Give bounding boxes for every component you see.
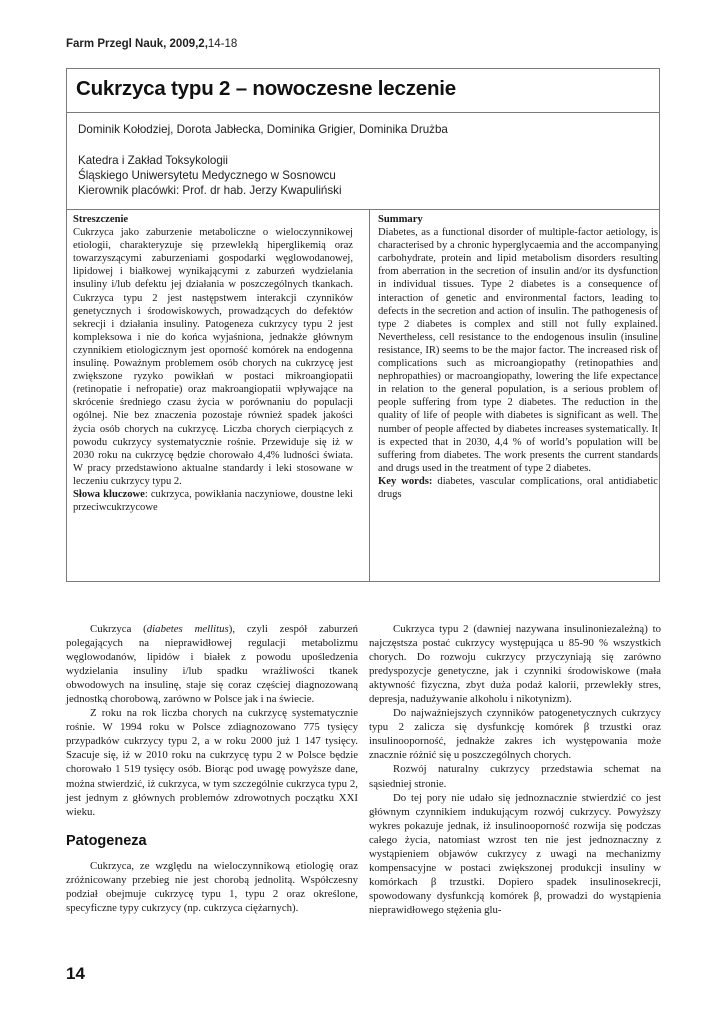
keywords-label: Key words: xyxy=(378,475,433,487)
keywords: : cukrzyca, powikłania naczyniowe, doustne leki przeciwcukrzycowe xyxy=(73,488,353,514)
affiliation-line: Śląskiego Uniwersytetu Medycznego w Sosnowcu xyxy=(78,169,336,182)
keywords: diabetes, vascular complications, oral antidiabetic drugs xyxy=(378,475,658,500)
body-column-right xyxy=(369,622,661,917)
body-paragraph: Cukrzyca, ze względu na wieloczynnikową etiologię oraz zróżnicowany przebieg nie jest chorobą jednolitą. Współczesny podział obejmuje cukrzycę typu 1, typu 2 oraz określone, specyficzne typy cukrzycy (np. cukrzyca ciężarnych). xyxy=(66,859,358,914)
page-number: 14 xyxy=(66,964,85,983)
abstract-heading: Streszczenie xyxy=(73,214,129,225)
abstract-polish xyxy=(73,213,353,514)
body-paragraph: Z roku na rok liczba chorych na cukrzycę systematycznie rośnie. W 1994 roku w Polsce zdiagnozowano 775 tysięcy przypadków cukrzycy typu 2, a w roku 2000 już 1 147 tysięcy. Szacuje się, iż w 2010 roku na cukrzycę typu 2 w Polsce będzie chorowało 1 519 tysięcy osób. Biorąc pod uwagę powyższe dane, można stwierdzić, iż cukrzyca, w tym szczególnie cukrzyca typu 2, jest jednym z głównych problemów zdrowotnych początku XXI wieku. xyxy=(66,707,358,818)
abstract-rule xyxy=(67,209,659,210)
body-paragraph: Do najważniejszych czynników patogenetycznych cukrzycy typu 2 zalicza się dysfunkcję komórek β trzustki oraz insulinooporność, jednakże zakres ich występowania może znacznie różnić się u poszczególnych chorych. xyxy=(369,707,661,762)
page-range: 14-18 xyxy=(207,38,238,50)
running-head xyxy=(66,38,237,50)
body-paragraph: Rozwój naturalny cukrzycy przedstawia schemat na sąsiedniej stronie. xyxy=(369,763,661,790)
body-column-left xyxy=(66,622,358,915)
affiliation-line: Kierownik placówki: Prof. dr hab. Jerzy Kwapuliński xyxy=(78,184,342,197)
title-bar xyxy=(67,69,659,113)
section-heading: Patogeneza xyxy=(66,832,147,849)
text-run: Cukrzyca ( xyxy=(90,623,147,635)
article-title: Cukrzyca typu 2 – nowoczesne leczenie xyxy=(76,77,456,100)
abstract-divider xyxy=(369,209,370,581)
body-paragraph: Do tej pory nie udało się jednoznacznie stwierdzić co jest głównym czynnikiem indukującym rozwój cukrzycy. Powyższy wykres pokazuje jednak, iż insulinooporność rozwija się podczas całego życia, natomiast wzrost ten nie jest jednoznaczny z wystąpieniem objawów cukrzycy z uwagi na mechanizmy kompensacyjne w postaci zwiększonej produkcji insuliny w komórkach β trzustki. Dopiero spadek insulinosekrecji, spowodowany dysfunkcją komórek β, prowadzi do wystąpienia nieprawidłowego stężenia glu- xyxy=(369,791,661,916)
affiliation xyxy=(78,153,342,198)
abstract-english xyxy=(378,213,658,501)
body-paragraph xyxy=(66,622,358,706)
abstract-text: Cukrzyca jako zaburzenie metaboliczne o wieloczynnikowej etiologii, charakteryzuje się przewlekłą hiperglikemią oraz towarzyszącymi zaburzeniami gospodarki węglowodanowej, lipidowej i białkowej wynikającymi z zaburzeń wydzielania insuliny i/lub defektu jej działania w poszczególnych tkankach. Cukrzyca typu 2 jest następstwem interakcji czynników genetycznych i środowiskowych, prowadzących do defektów sekrecji i działania insuliny. Patogeneza cukrzycy typu 2 jest kompleksowa i nie do końca wyjaśniona, jednakże głównym czynnikiem etiologicznym jest oporność komórek na endogenna insulinę. Poważnym problemem osób chorych na cukrzycę jest zwiększone ryzyko powikłań w postaci mikroangiopatii (retinopatie i nefropatie) oraz makroangiopatii wpływające na skrócenie średniego czasu życia w porównaniu do populacji ogólnej. Nie bez znaczenia pozostaje również spadek jakości życia osób chorych na cukrzycę. Liczba chorych cierpiących z powodu cukrzycy systematycznie rośnie. Przewiduje się iż w 2030 roku na cukrzycę będzie chorowało 4,4% ludności świata. W pracy przedstawiono aktualne standardy i leki stosowane w leczeniu cukrzycy typu 2. xyxy=(73,227,353,487)
abstract-text: Diabetes, as a functional disorder of multiple-factor aetiology, is characterised by a chronic hyperglycaemia and the accompanying carbohydrate, protein and lipid metabolism disorders resulting from aberration in the secretion of insulin and/or its dysfunction in individual tissues. Type 2 diabetes is a consequence of interaction of genetic and environmental factors, leading to defects in the secretion and action of insulin. The pathogenesis of type 2 diabetes is complex and still not fully explained. Nevertheless, cell resistance to the endogenous insulin (insuline resistance, IR) seems to be the major factor. The increased risk of complications such as microangiopathy (retinopathies and nephropathies) or macroangiopathy, lowering the life expectance in relation to the general population, is a serious problem of people suffering from type 2 diabetes. The reduction in the quality of life of people with diabetes is significant as well. The number of people affected by diabetes increases systematically. It is expected that in 2030, 4,4 % of world’s population will be suffering from diabetes. The work presents the current standards and drugs used in the treatment of type 2 diabetes. xyxy=(378,227,658,474)
affiliation-line: Katedra i Zakład Toksykologii xyxy=(78,154,228,167)
author-list: Dominik Kołodziej, Dorota Jabłecka, Dominika Grigier, Dominika Drużba xyxy=(78,123,448,136)
text-run: ), czyli zespół zaburzeń polegających na nieprawidłowej regulacji metabolizmu węglowodanów, lipidów i białek z powodu upośledzenia wydzielania insuliny i/lub spadku wrażliwości tkanek obwodowych na insulinę, staje się coraz częściej diagnozowaną jednostką chorobową, zarówno w Polsce jak i na świecie. xyxy=(66,623,359,706)
abstract-heading: Summary xyxy=(378,214,423,225)
keywords-label: Słowa kluczowe xyxy=(73,488,145,500)
body-paragraph: Cukrzyca typu 2 (dawniej nazywana insulinoniezależną) to najczęstsza postać cukrzycy występująca u 85-90 % wszystkich chorych. Do rozwoju cukrzycy przyczyniają się zarówno predyspozycje genetyczne, jak i czynniki środowiskowe (mała aktywność fizyczna, zbyt duża podaż kalorii, przewlekły stres, depresja, nadużywanie alkoholu i nikotynizm). xyxy=(369,623,661,706)
italic-term: diabetes mellitus xyxy=(146,623,229,635)
article-header-box xyxy=(66,68,660,582)
journal-citation: Farm Przegl Nauk, 2009,2, xyxy=(66,38,208,50)
